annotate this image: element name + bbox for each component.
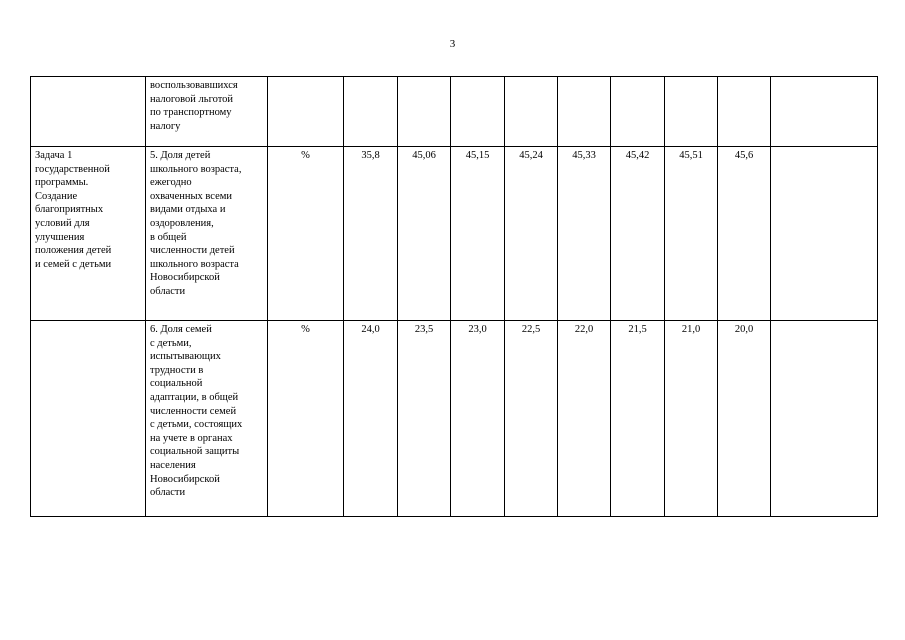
page-number: 3 bbox=[449, 38, 456, 50]
value-cell bbox=[451, 77, 505, 147]
table-row bbox=[31, 147, 878, 321]
value-cell bbox=[398, 77, 451, 147]
value-cell: 35,8 bbox=[344, 147, 398, 321]
unit-cell: % bbox=[268, 147, 344, 321]
table-row bbox=[31, 321, 878, 517]
value-cell bbox=[665, 77, 718, 147]
table-row bbox=[31, 77, 878, 147]
value-cell: 45,51 bbox=[665, 147, 718, 321]
unit-cell: % bbox=[268, 321, 344, 517]
task-cell-empty bbox=[31, 321, 146, 517]
indicators-table bbox=[30, 76, 878, 517]
value-cell: 45,33 bbox=[558, 147, 611, 321]
value-cell: 21,5 bbox=[611, 321, 665, 517]
task-cell: Задача 1 государственной программы. Создание благоприятных условий для улучшения положения детей и семей с детьми bbox=[31, 147, 146, 321]
value-cell: 22,0 bbox=[558, 321, 611, 517]
value-cell: 45,42 bbox=[611, 147, 665, 321]
value-cell: 45,15 bbox=[451, 147, 505, 321]
indicator-cell: воспользовавшихся налоговой льготой по транспортному налогу bbox=[146, 77, 268, 147]
task-cell bbox=[31, 77, 146, 147]
value-cell bbox=[771, 321, 878, 517]
value-cell: 45,06 bbox=[398, 147, 451, 321]
value-cell bbox=[558, 77, 611, 147]
value-cell bbox=[771, 147, 878, 321]
value-cell: 23,5 bbox=[398, 321, 451, 517]
value-cell bbox=[505, 77, 558, 147]
value-cell: 24,0 bbox=[344, 321, 398, 517]
value-cell: 22,5 bbox=[505, 321, 558, 517]
value-cell bbox=[771, 77, 878, 147]
value-cell: 23,0 bbox=[451, 321, 505, 517]
value-cell: 21,0 bbox=[665, 321, 718, 517]
unit-cell bbox=[268, 77, 344, 147]
indicator-cell: 5. Доля детей школьного возраста, ежегодно охваченных всеми видами отдыха и оздоровления, в общей численности детей школьного возраста Новосибирской области bbox=[146, 147, 268, 321]
value-cell bbox=[611, 77, 665, 147]
indicator-cell: 6. Доля семей с детьми, испытывающих трудности в социальной адаптации, в общей численности семей с детьми, состоящих на учете в органах социальной защиты населения Новосибирской области bbox=[146, 321, 268, 517]
value-cell: 45,6 bbox=[718, 147, 771, 321]
value-cell: 20,0 bbox=[718, 321, 771, 517]
value-cell bbox=[718, 77, 771, 147]
value-cell: 45,24 bbox=[505, 147, 558, 321]
value-cell bbox=[344, 77, 398, 147]
